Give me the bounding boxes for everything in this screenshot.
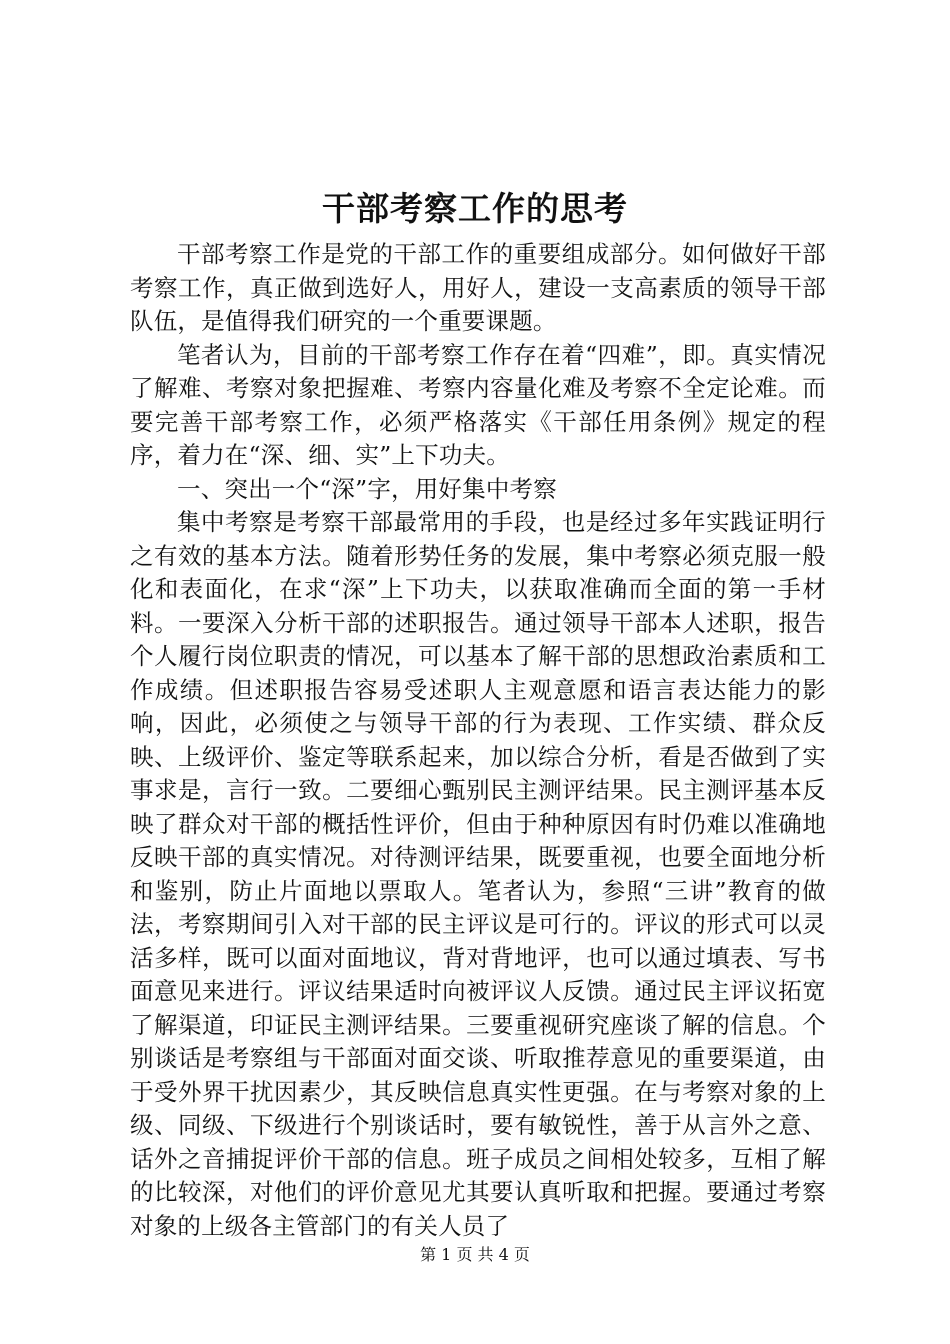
section-heading-1: 一、突出一个“深”字，用好集中考察 (177, 474, 557, 503)
document-title: 干部考察工作的思考 (322, 189, 628, 228)
page-number-footer: 第 1 页 共 4 页 (420, 1245, 530, 1264)
paragraph-intro: 干部考察工作是党的干部工作的重要组成部分。如何做好干部考察工作，真正做到选好人，用好人，建设一支高素质的领导干部队伍，是值得我们研究的一个重要课题。 (130, 240, 826, 335)
paragraph-concentrated-inspection: 集中考察是考察干部最常用的手段，也是经过多年实践证明行之有效的基本方法。随着形势任务的发展，集中考察必须克服一般化和表面化，在求“深”上下功夫，以获取准确而全面的第一手材料。一要深入分析干部的述职报告。通过领导干部本人述职，报告个人履行岗位职责的情况，可以基本了解干部的思想政治素质和工作成绩。但述职报告容易受述职人主观意愿和语言表达能力的影响，因此，必须使之与领导干部的行为表现、工作实绩、群众反映、上级评价、鉴定等联系起来，加以综合分析，看是否做到了实事求是，言行一致。二要细心甄别民主测评结果。民主测评基本反映了群众对干部的概括性评价，但由于种种原因有时仍难以准确地反映干部的真实情况。对待测评结果，既要重视，也要全面地分析和鉴别，防止片面地以票取人。笔者认为，参照“三讲”教育的做法，考察期间引入对干部的民主评议是可行的。评议的形式可以灵活多样，既可以面对面地议，背对背地评，也可以通过填表、写书面意见来进行。评议结果适时向被评议人反馈。通过民主评议拓宽了解渠道，印证民主测评结果。三要重视研究座谈了解的信息。个别谈话是考察组与干部面对面交谈、听取推荐意见的重要渠道，由于受外界干扰因素少，其反映信息真实性更强。在与考察对象的上级、同级、下级进行个别谈话时，要有敏锐性，善于从言外之意、话外之音捕捉评价干部的信息。班子成员之间相处较多，互相了解的比较深，对他们的评价意见尤其要认真听取和把握。要通过考察对象的上级各主管部门的有关人员了 (130, 508, 826, 1240)
document-body (130, 238, 826, 1243)
paragraph-four-difficulties: 笔者认为，目前的干部考察工作存在着“四难”，即。真实情况了解难、考察对象把握难、考察内容量化难及考察不全定论难。而要完善干部考察工作，必须严格落实《干部任用条例》规定的程序，着力在“深、细、实”上下功夫。 (130, 340, 826, 469)
